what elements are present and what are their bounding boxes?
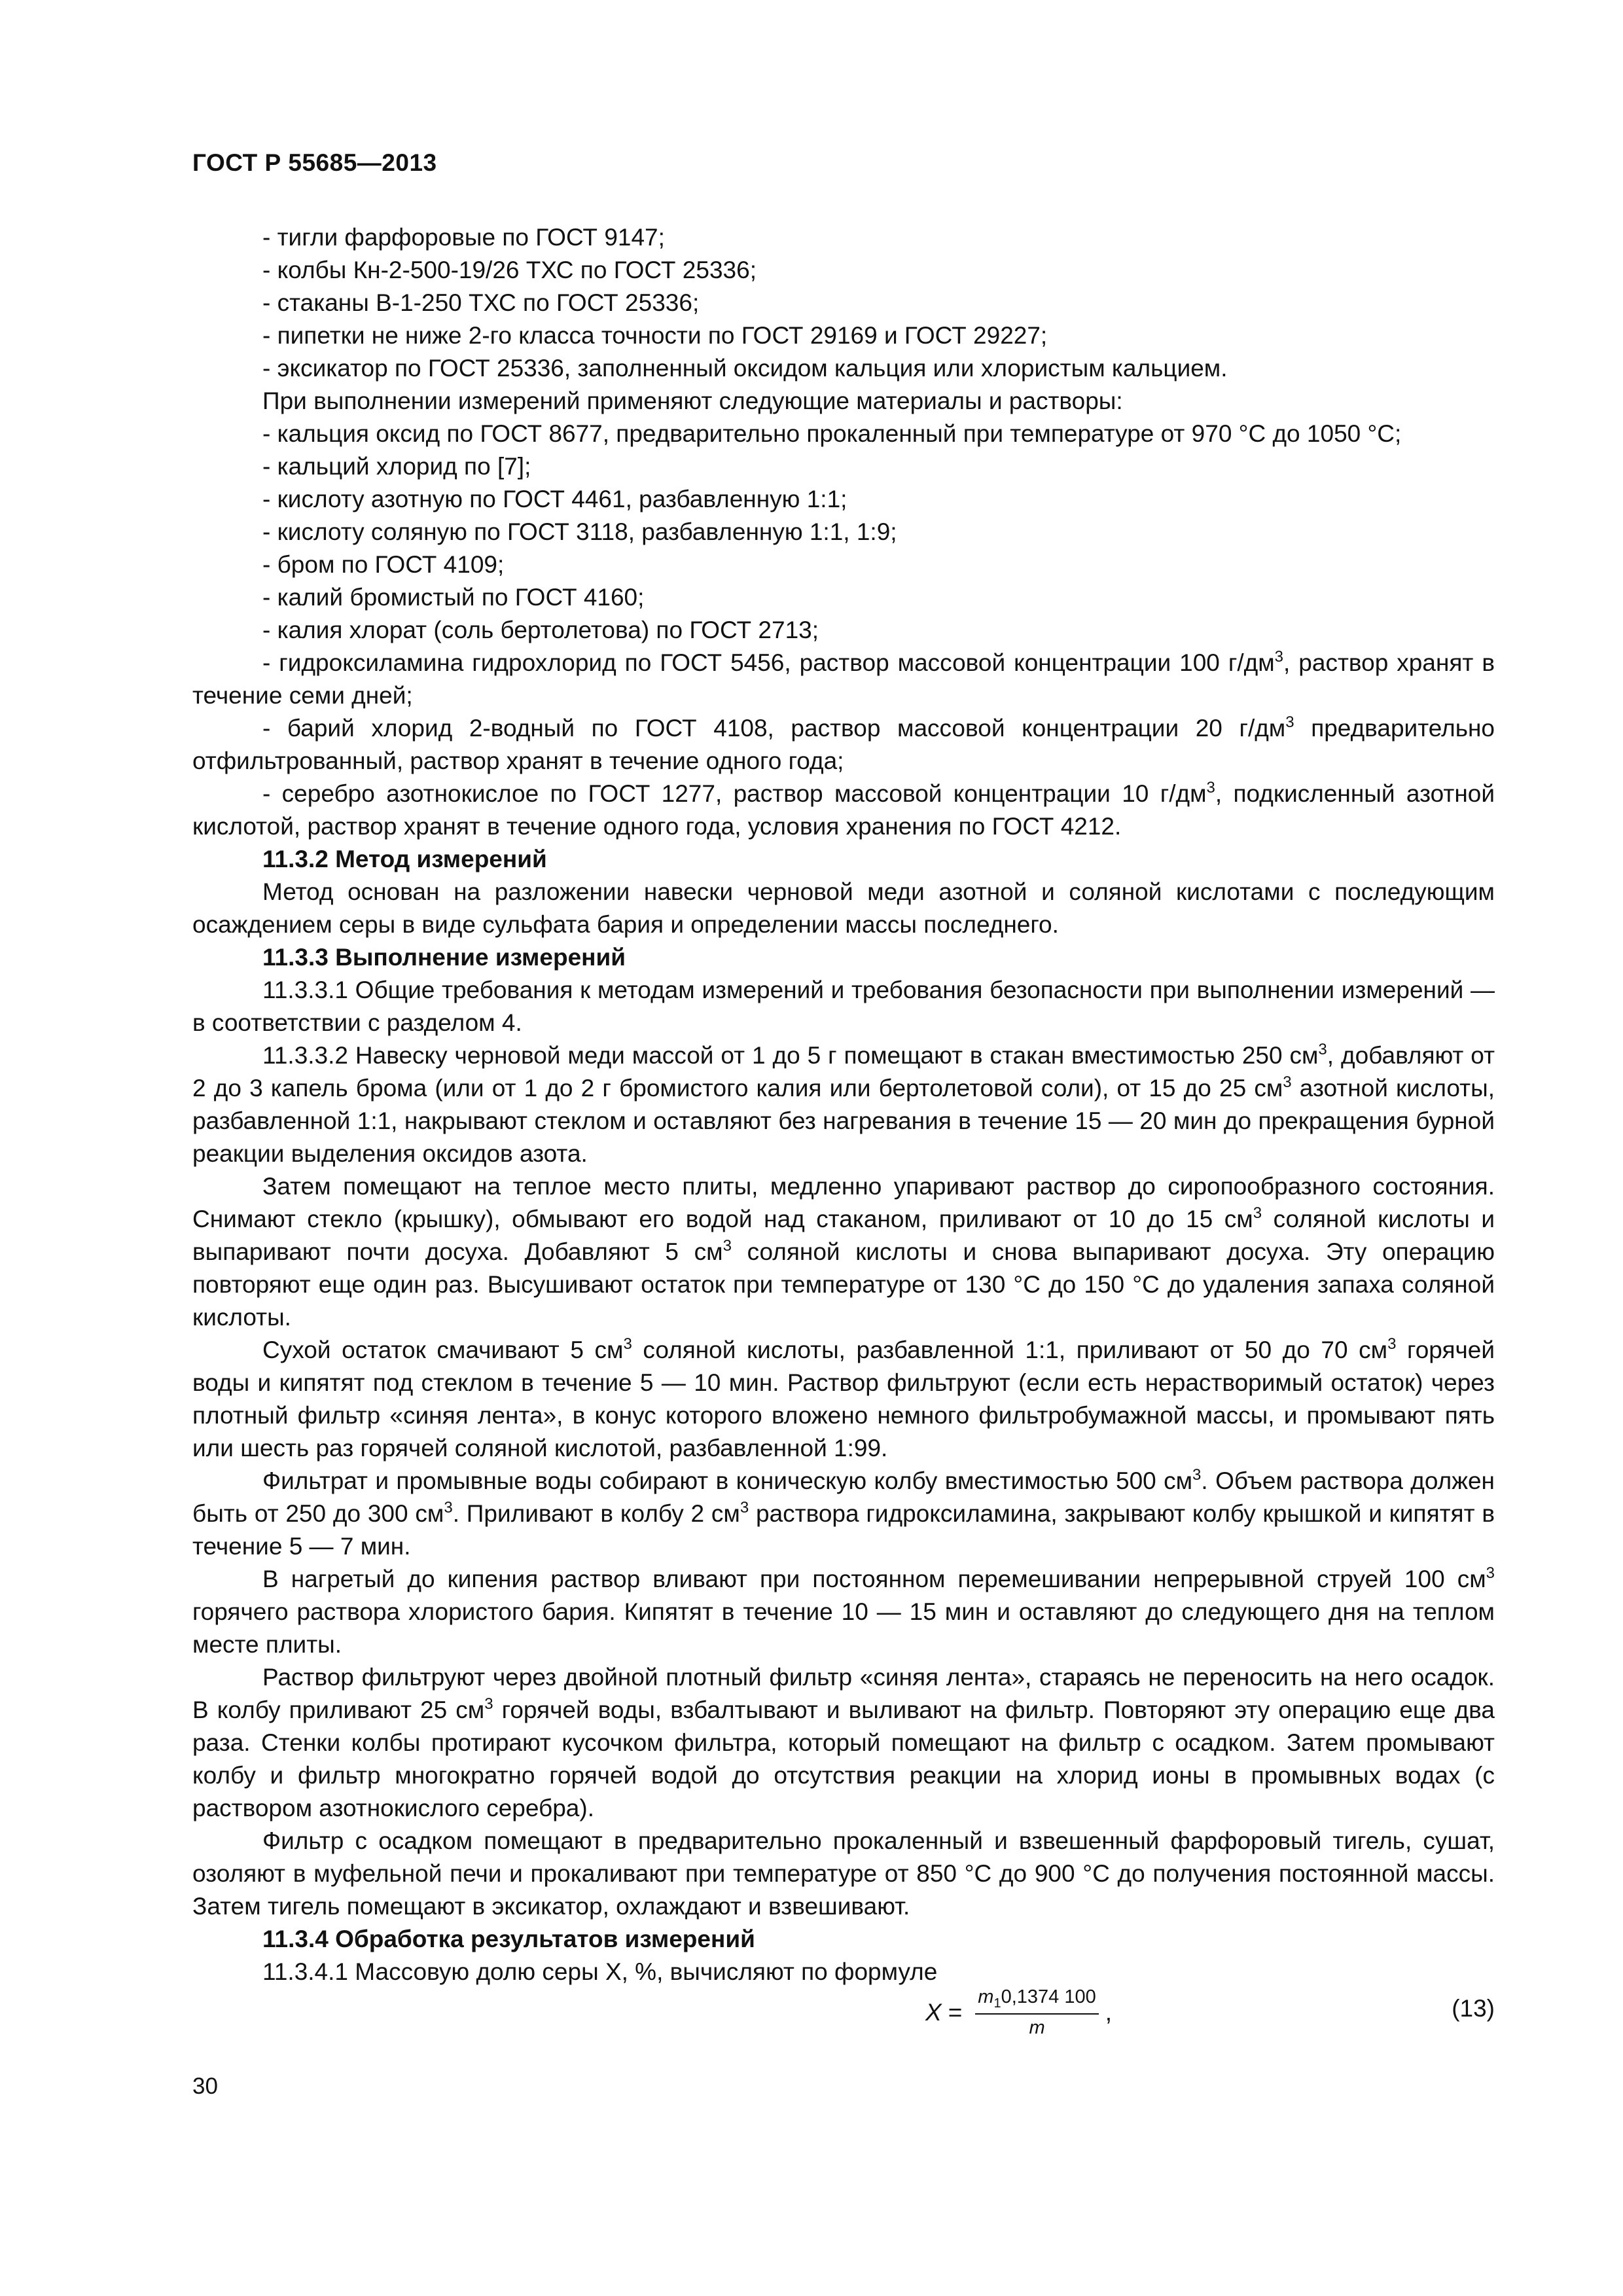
formula-lhs: X [925, 1999, 942, 2026]
paragraph: В нагретый до кипения раствор вливают при постоянном перемешивании непрерывной струей 100 $см^3$ горячего раствора хлористого бария. Кипятят в течение 10 — 15 мин и оставляют до следующего дня на теплом месте плиты. [192, 1564, 1495, 1658]
paragraph: - бром по ГОСТ 4109; [262, 551, 505, 578]
section-heading: 11.3.3 Выполнение измерений [262, 944, 626, 971]
paragraph: Метод основан на разложении навески черновой меди азотной и соляной кислотами с последующим осаждением серы в виде сульфата бария и определении массы последнего. [192, 878, 1495, 938]
numerator-rest: 0,1374 100 [1001, 1986, 1096, 2007]
paragraph: - тигли фарфоровые по ГОСТ 9147; [262, 224, 665, 251]
numerator-var: m [978, 1986, 994, 2007]
formula-13 [925, 1977, 1112, 2049]
paragraph: - серебро азотнокислое по ГОСТ 1277, раствор массовой концентрации 10 $г/дм^3$, подкисленный азотной кислотой, раствор хранят в течение одного года, условия хранения по ГОСТ 4212. [192, 779, 1495, 840]
paragraph: 11.3.3.1 Общие требования к методам измерений и требования безопасности при выполнении измерений — в соответствии с разделом 4. [192, 977, 1495, 1036]
paragraph: 11.3.3.2 Навеску черновой меди массой от 1 до 5 г помещают в стакан вместимостью 250 $см^3$, добавляют от 2 до 3 капель брома (или от 1 до 2 г бромистого калия или бертолетовой соли), от 15 до 25 $см^3$ азотной кислоты, разбавленной 1:1, накрывают стеклом и оставляют без нагревания в течение 15 — 20 мин до прекращения бурной реакции выделения оксидов азота. [192, 1041, 1495, 1167]
paragraph: - пипетки не ниже 2-го класса точности по ГОСТ 29169 и ГОСТ 29227; [262, 322, 1048, 349]
formula-fraction [975, 1986, 1098, 2039]
section-heading: 11.3.4 Обработка результатов измерений [262, 1926, 755, 1952]
paragraph: Раствор фильтруют через двойной плотный фильтр «синяя лента», стараясь не переносить на него осадок. В колбу приливают 25 $см^3$ горячей воды, взбалтывают и выливают на фильтр. Повторяют эту операцию еще два раза. Стенки колбы протирают кусочком фильтра, который помещают на фильтр с осадком. Затем промывают колбу и фильтр многократно горячей водой до отсутствия реакции на хлорид ионы в промывных водах (с раствором азотнокислого серебра). [192, 1664, 1495, 1821]
section-heading: 11.3.2 Метод измерений [262, 846, 547, 872]
paragraph: Фильтр с осадком помещают в предварительно прокаленный и взвешенный фарфоровый тигель, сушат, озоляют в муфельной печи и прокаливают при температуре от 850 °С до 900 °С до получения постоянной массы. Затем тигель помещают в эксикатор, охлаждают и взвешивают. [192, 1827, 1495, 1920]
document-body [192, 221, 1495, 1988]
formula-row [192, 1977, 1495, 2049]
paragraph: Затем помещают на теплое место плиты, медленно упаривают раствор до сиропообразного состояния. Снимают стекло (крышку), обмывают его водой над стаканом, приливают от 10 до 15 $см^3$ соляной кислоты и выпаривают почти досуха. Добавляют 5 $см^3$ соляной кислоты и снова выпаривают досуха. Эту операцию повторяют еще один раз. Высушивают остаток при температуре от 130 °С до 150 °С до удаления запаха соляной кислоты. [192, 1173, 1495, 1331]
paragraph: 11.3.4.1 Массовую долю серы X, %, вычисляют по формуле [262, 1958, 938, 1985]
paragraph: - барий хлорид 2-водный по ГОСТ 4108, раствор массовой концентрации 20 $г/дм^3$ предварительно отфильтрованный, раствор хранят в течение одного года; [192, 713, 1495, 774]
paragraph: Фильтрат и промывные воды собирают в коническую колбу вместимостью 500 $см^3$. Объем раствора должен быть от 250 до 300 $см^3$. Приливают в колбу 2 $см^3$ раствора гидроксиламина, закрывают колбу крышкой и кипятят в течение 5 — 7 мин. [192, 1466, 1495, 1560]
paragraph: - кислоту соляную по ГОСТ 3118, разбавленную 1:1, 1:9; [262, 518, 897, 545]
standard-header: ГОСТ Р 55685—2013 [192, 149, 437, 176]
equation-number: (13) [1452, 1995, 1495, 2022]
formula-denominator: m [1029, 2017, 1045, 2039]
formula-numerator [975, 1986, 1098, 2015]
page-number: 30 [192, 2073, 218, 2099]
formula-equals: = [948, 1999, 963, 2026]
paragraph: - колбы Кн-2-500-19/26 ТХС по ГОСТ 25336; [262, 257, 757, 283]
paragraph: - кислоту азотную по ГОСТ 4461, разбавленную 1:1; [262, 486, 847, 512]
paragraph: - калий бромистый по ГОСТ 4160; [262, 584, 645, 611]
paragraph: Сухой остаток смачивают 5 $см^3$ соляной кислоты, разбавленной 1:1, приливают от 50 до 70 $см^3$ горячей воды и кипятят под стеклом в течение 5 — 10 мин. Раствор фильтруют (если есть нерастворимый остаток) через плотный фильтр «синяя лента», в конус которого вложено немного фильтробумажной массы, и промывают пять или шесть раз горячей соляной кислотой, разбавленной 1:99. [192, 1335, 1495, 1462]
paragraph: - эксикатор по ГОСТ 25336, заполненный оксидом кальция или хлористым кальцием. [262, 355, 1228, 382]
paragraph: При выполнении измерений применяют следующие материалы и растворы: [262, 387, 1123, 414]
numerator-sub: 1 [993, 1996, 1001, 2011]
paragraph: - гидроксиламина гидрохлорид по ГОСТ 5456, раствор массовой концентрации 100 $г/дм^3$, раствор хранят в течение семи дней; [192, 648, 1495, 709]
formula-trailing: , [1105, 1999, 1113, 2026]
paragraph: - стаканы В-1-250 ТХС по ГОСТ 25336; [262, 289, 700, 316]
paragraph: - кальция оксид по ГОСТ 8677, предварительно прокаленный при температуре от 970 °С до 1050 °С; [262, 420, 1402, 447]
paragraph: - калия хлорат (соль бертолетова) по ГОСТ 2713; [262, 617, 819, 643]
paragraph: - кальций хлорид по [7]; [262, 453, 531, 480]
